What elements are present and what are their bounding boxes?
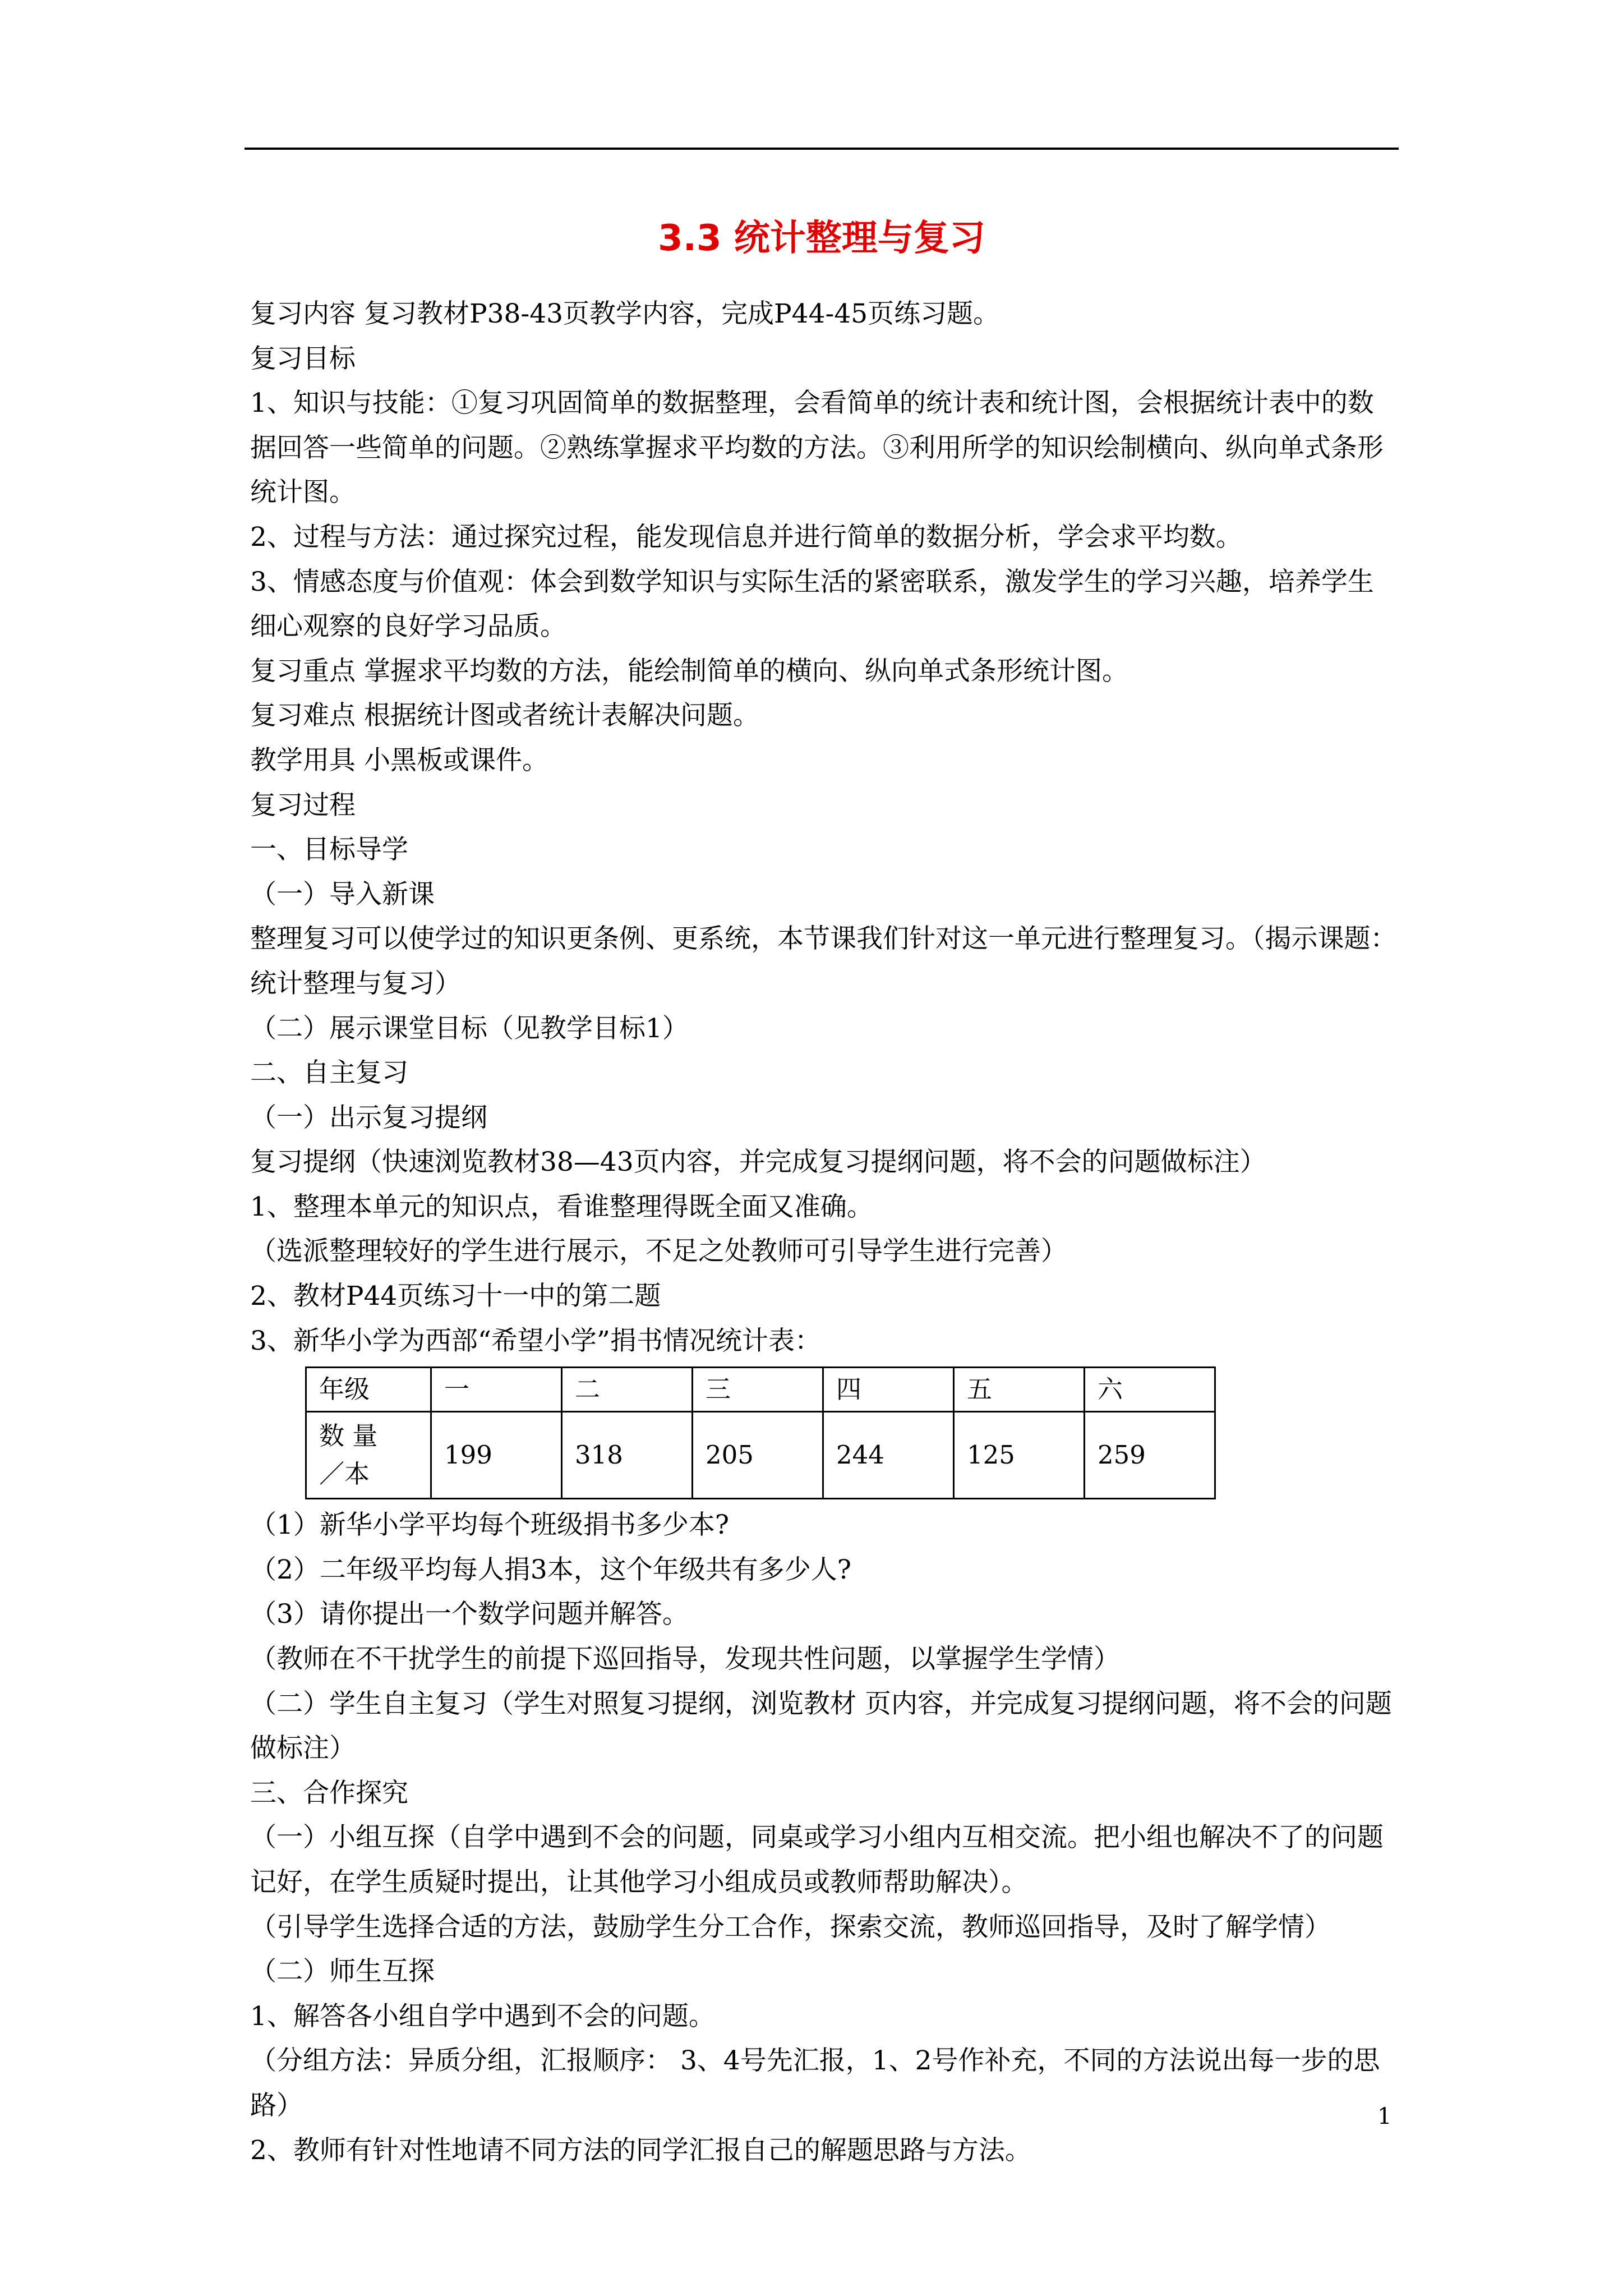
- donation-table-wrapper: [305, 1366, 1400, 1499]
- grade-cell: 一: [431, 1368, 562, 1412]
- body-line: （一）导入新课: [250, 878, 435, 910]
- header-rule: [245, 148, 1399, 150]
- body-line: （二）展示课堂目标（见教学目标1）: [250, 1013, 689, 1044]
- body-line: 复习目标: [250, 343, 356, 374]
- body-line: 复习内容 复习教材P38-43页教学内容，完成P44-45页练习题。: [250, 298, 1000, 329]
- body-line: （引导学生选择合适的方法，鼓励学生分工合作，探索交流，教师巡回指导，及时了解学情）: [250, 1911, 1331, 1943]
- body-line: 复习提纲（快速浏览教材38—43页内容，并完成复习提纲问题，将不会的问题做标注）: [250, 1147, 1266, 1178]
- body-line: （一）小组互探（自学中遇到不会的问题，同桌或学习小组内互相交流。把小组也解决不了的问题记好，在学生质疑时提出，让其他学习小组成员或教师帮助解决）。: [250, 1822, 1384, 1898]
- quantity-cell: 318: [562, 1412, 693, 1499]
- body-line: 复习难点 根据统计图或者统计表解决问题。: [250, 700, 759, 731]
- body-line: （二）学生自主复习（学生对照复习提纲，浏览教材 页内容，并完成复习提纲问题，将不会的问题做标注）: [250, 1688, 1392, 1764]
- body-line: 2、教师有针对性地请不同方法的同学汇报自己的解题思路与方法。: [250, 2134, 1031, 2166]
- grade-cell: 五: [954, 1368, 1085, 1412]
- document-title: 3.3 统计整理与复习: [658, 218, 985, 259]
- body-line: 1、解答各小组自学中遇到不会的问题。: [250, 2000, 715, 2032]
- grade-cell: 四: [823, 1368, 954, 1412]
- body-line: （选派整理较好的学生进行展示，不足之处教师可引导学生进行完善）: [250, 1236, 1067, 1267]
- document-body: [250, 292, 1400, 2173]
- body-line: 复习重点 掌握求平均数的方法，能绘制简单的横向、纵向单式条形统计图。: [250, 655, 1128, 687]
- grade-cell: 二: [562, 1368, 693, 1412]
- body-line: （2）二年级平均每人捐3本，这个年级共有多少人?: [250, 1554, 852, 1585]
- body-line: （1）新华小学平均每个班级捐书多少本?: [250, 1510, 730, 1541]
- body-line: 整理复习可以使学过的知识更条例、更系统，本节课我们针对这一单元进行整理复习。（揭示课题：统计整理与复习）: [250, 923, 1397, 999]
- body-line: 复习过程: [250, 789, 356, 821]
- table-row: [306, 1412, 1215, 1499]
- body-line: 2、过程与方法：通过探究过程，能发现信息并进行简单的数据分析，学会求平均数。: [250, 521, 1242, 553]
- body-line: 教学用具 小黑板或课件。: [250, 744, 548, 776]
- body-line: （分组方法：异质分组，汇报顺序： 3、4号先汇报，1、2号作补充，不同的方法说出每一步的思路）: [250, 2045, 1380, 2121]
- body-line: 3、情感态度与价值观：体会到数学知识与实际生活的紧密联系，激发学生的学习兴趣，培养学生细心观察的良好学习品质。: [250, 566, 1374, 642]
- body-line: （二）师生互探: [250, 1956, 435, 1987]
- page-number: 1: [1377, 2104, 1392, 2129]
- body-line: （教师在不干扰学生的前提下巡回指导，发现共性问题，以掌握学生学情）: [250, 1644, 1120, 1675]
- quantity-cell: 125: [954, 1412, 1085, 1499]
- quantity-cell: 244: [823, 1412, 954, 1499]
- grade-cell: 三: [693, 1368, 823, 1412]
- quantity-label: [306, 1412, 431, 1499]
- table-header-label: 年级: [306, 1368, 431, 1412]
- body-line: 3、新华小学为西部“希望小学”捐书情况统计表：: [250, 1325, 821, 1356]
- grade-cell: 六: [1085, 1368, 1215, 1412]
- body-line: 三、合作探究: [250, 1777, 408, 1809]
- body-line: 一、目标导学: [250, 834, 408, 866]
- quantity-label-line1: 数 量: [319, 1421, 378, 1451]
- body-line: （一）出示复习提纲: [250, 1102, 487, 1133]
- quantity-cell: 205: [693, 1412, 823, 1499]
- donation-table: [305, 1366, 1216, 1499]
- body-line: （3）请你提出一个数学问题并解答。: [250, 1599, 689, 1630]
- body-line: 1、整理本单元的知识点，看谁整理得既全面又准确。: [250, 1191, 873, 1222]
- quantity-label-line2: ／本: [319, 1459, 370, 1489]
- body-line: 二、自主复习: [250, 1057, 408, 1089]
- body-line: 2、教材P44页练习十一中的第二题: [250, 1281, 661, 1312]
- quantity-cell: 199: [431, 1412, 562, 1499]
- table-header-row: [306, 1368, 1215, 1412]
- body-line: 1、知识与技能：①复习巩固简单的数据整理，会看简单的统计表和统计图，会根据统计表中的数据回答一些简单的问题。②熟练掌握求平均数的方法。③利用所学的知识绘制横向、纵向单式条形统计图。: [250, 388, 1384, 508]
- quantity-cell: 259: [1085, 1412, 1215, 1499]
